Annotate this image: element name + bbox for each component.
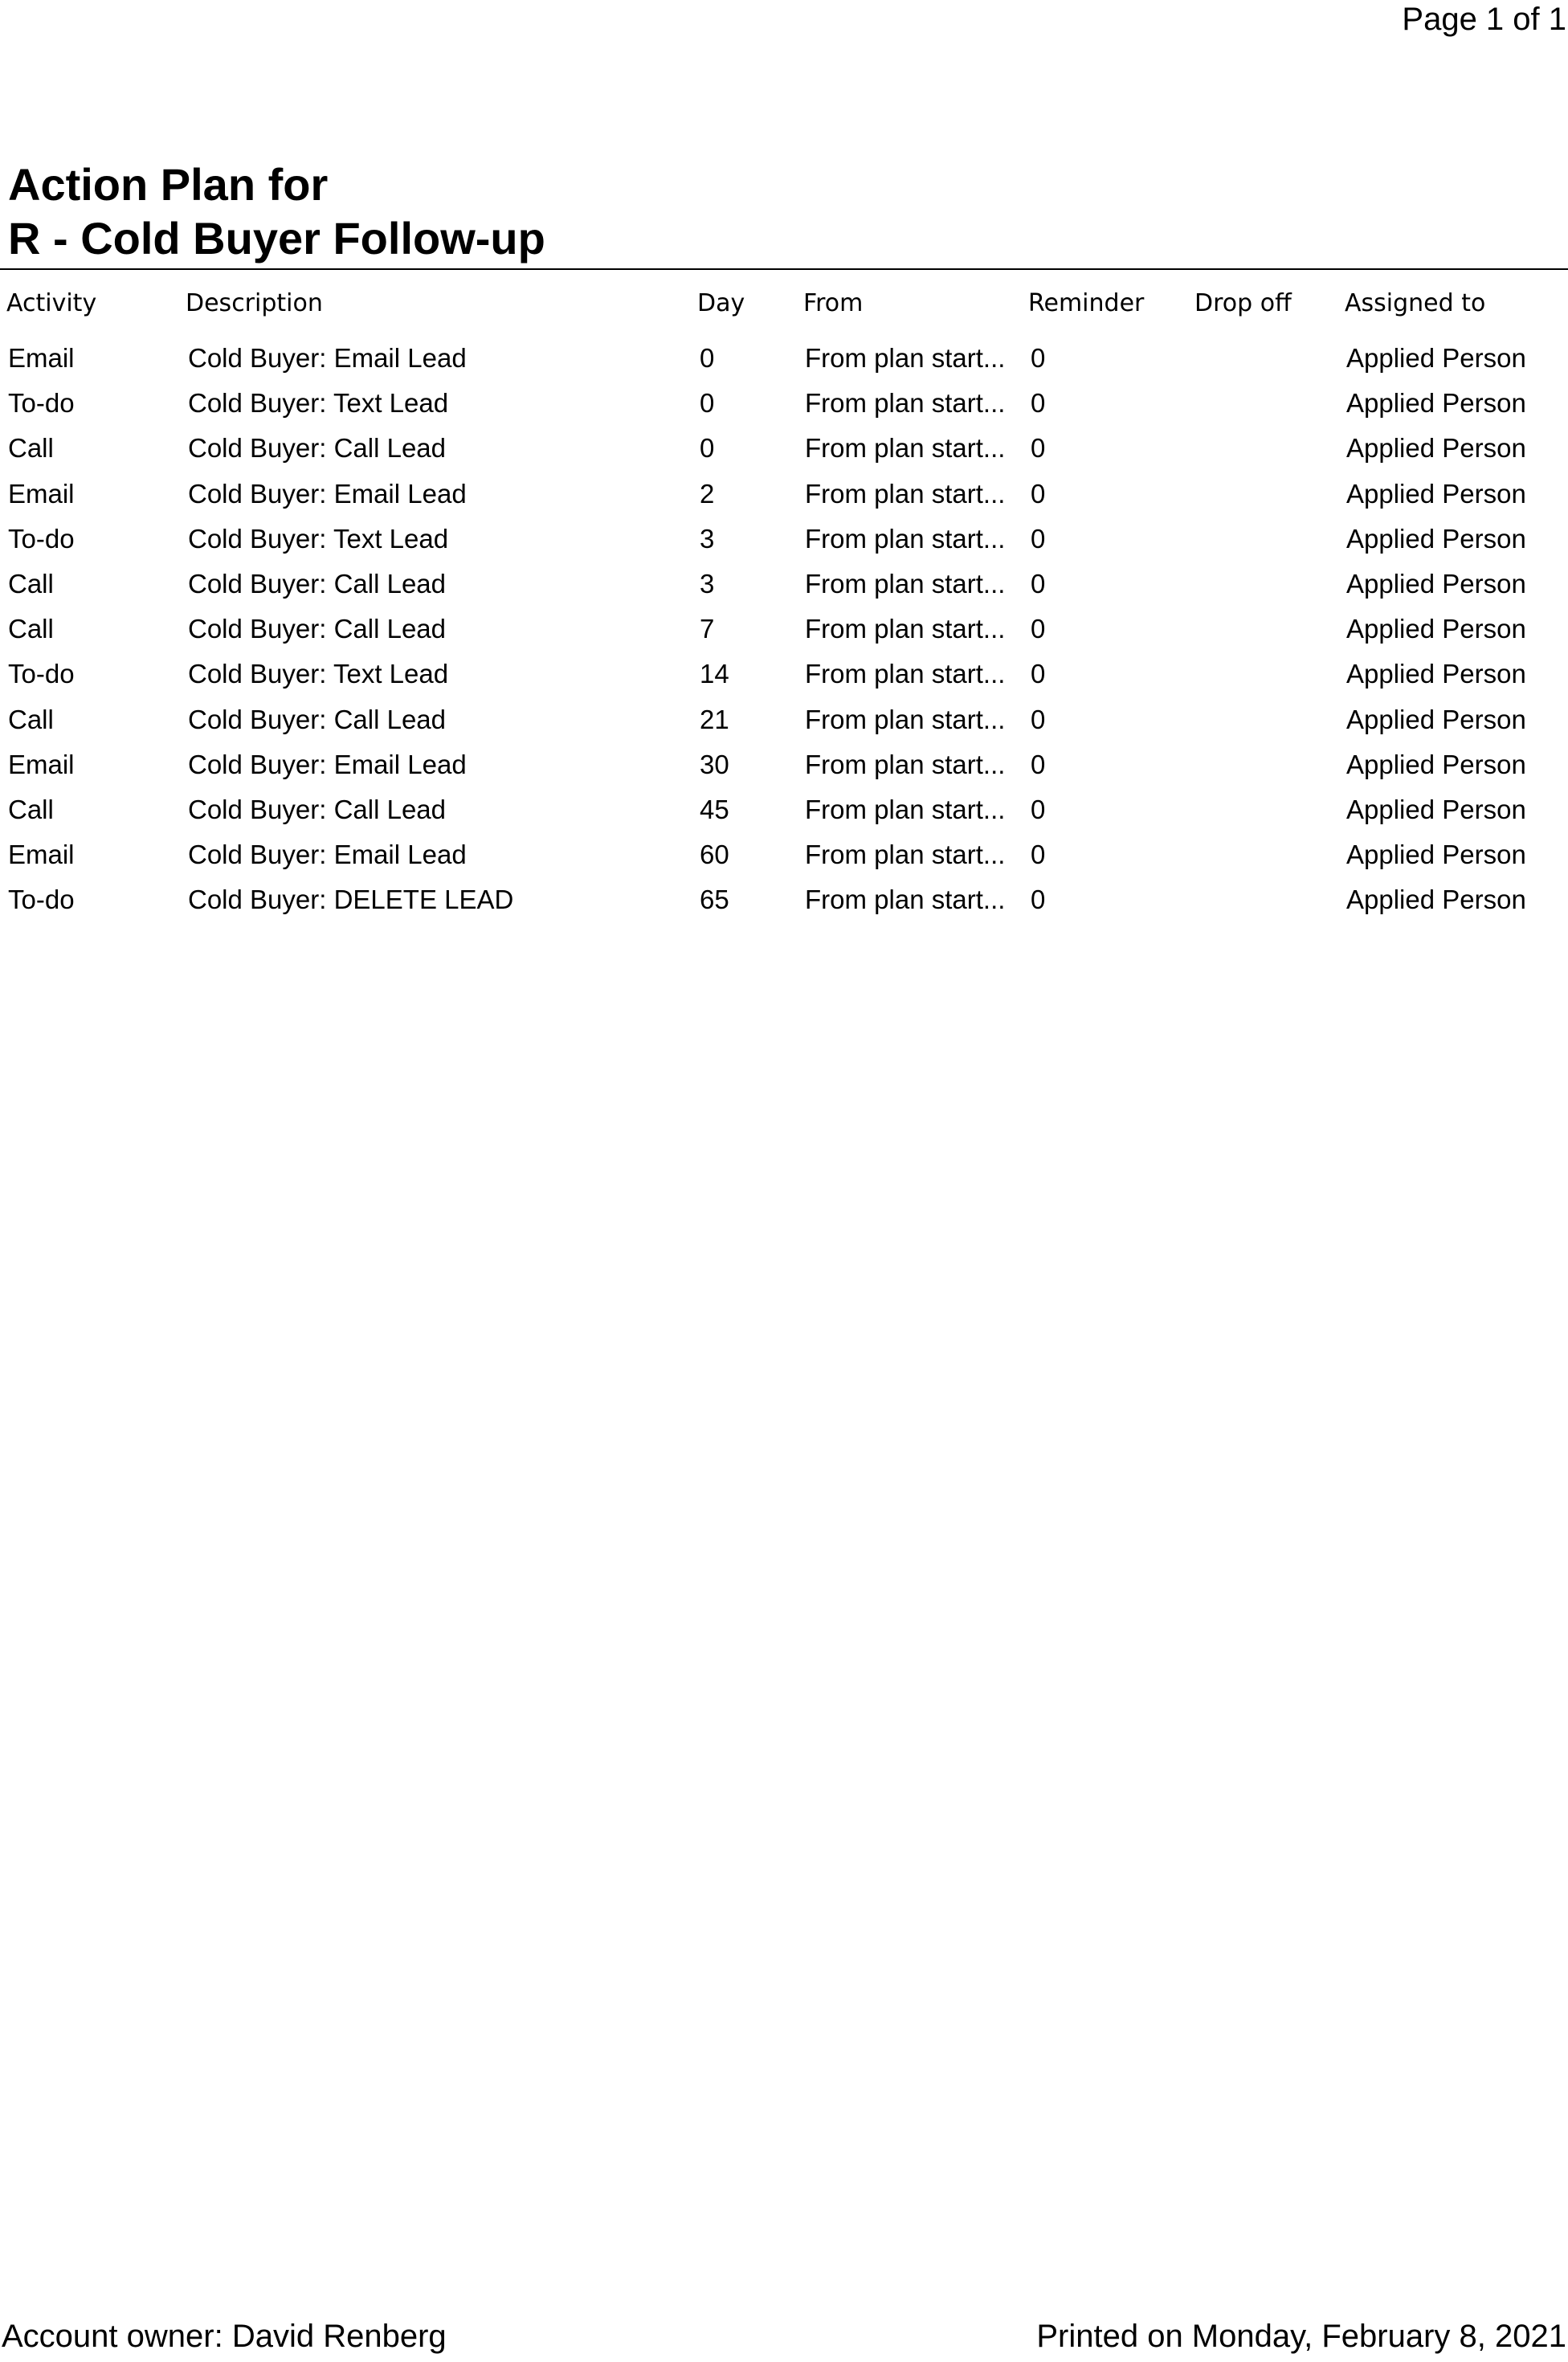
cell-activity: Email [8, 840, 75, 870]
table-row [0, 836, 1568, 881]
header-divider [0, 268, 1568, 270]
cell-day: 60 [700, 840, 729, 870]
table-row [0, 701, 1568, 746]
page-title [8, 157, 545, 265]
cell-activity: Email [8, 478, 75, 509]
cell-from: From plan start... [805, 749, 1006, 779]
printed-date: Printed on Monday, February 8, 2021 [1036, 2319, 1566, 2354]
cell-description: Cold Buyer: Call Lead [188, 614, 447, 644]
cell-activity: Call [8, 568, 54, 599]
cell-reminder: 0 [1031, 704, 1046, 734]
cell-assigned-to: Applied Person [1346, 704, 1526, 734]
cell-description: Cold Buyer: Email Lead [188, 478, 467, 509]
cell-activity: Email [8, 343, 75, 373]
title-line-2: R - Cold Buyer Follow-up [8, 213, 545, 264]
table-row [0, 610, 1568, 655]
cell-day: 65 [700, 885, 729, 915]
cell-day: 14 [700, 659, 729, 689]
cell-activity: To-do [8, 659, 75, 689]
cell-day: 0 [700, 433, 715, 464]
table-row [0, 384, 1568, 429]
column-header-drop-off: Drop off [1194, 289, 1292, 317]
cell-from: From plan start... [805, 659, 1006, 689]
cell-day: 3 [700, 523, 715, 554]
table-row [0, 339, 1568, 384]
cell-activity: Email [8, 749, 75, 779]
cell-activity: Call [8, 794, 54, 824]
cell-activity: Call [8, 433, 54, 464]
column-header-assigned-to: Assigned to [1345, 289, 1486, 317]
cell-day: 0 [700, 343, 715, 373]
cell-reminder: 0 [1031, 523, 1046, 554]
cell-description: Cold Buyer: DELETE LEAD [188, 885, 514, 915]
cell-assigned-to: Applied Person [1346, 523, 1526, 554]
cell-reminder: 0 [1031, 343, 1046, 373]
cell-from: From plan start... [805, 568, 1006, 599]
table-header [0, 286, 1568, 321]
cell-from: From plan start... [805, 478, 1006, 509]
cell-activity: To-do [8, 523, 75, 554]
cell-assigned-to: Applied Person [1346, 614, 1526, 644]
cell-from: From plan start... [805, 523, 1006, 554]
column-header-reminder: Reminder [1028, 289, 1145, 317]
cell-activity: To-do [8, 388, 75, 419]
cell-reminder: 0 [1031, 388, 1046, 419]
table-row [0, 475, 1568, 520]
cell-day: 0 [700, 388, 715, 419]
cell-activity: Call [8, 704, 54, 734]
cell-description: Cold Buyer: Call Lead [188, 704, 447, 734]
cell-from: From plan start... [805, 840, 1006, 870]
column-header-activity: Activity [6, 289, 97, 317]
cell-reminder: 0 [1031, 614, 1046, 644]
cell-activity: To-do [8, 885, 75, 915]
table-row [0, 746, 1568, 791]
cell-assigned-to: Applied Person [1346, 388, 1526, 419]
cell-day: 3 [700, 568, 715, 599]
cell-from: From plan start... [805, 885, 1006, 915]
cell-description: Cold Buyer: Call Lead [188, 433, 447, 464]
cell-description: Cold Buyer: Call Lead [188, 794, 447, 824]
cell-day: 30 [700, 749, 729, 779]
table-row [0, 791, 1568, 836]
cell-reminder: 0 [1031, 659, 1046, 689]
cell-reminder: 0 [1031, 433, 1046, 464]
cell-day: 2 [700, 478, 715, 509]
cell-activity: Call [8, 614, 54, 644]
cell-from: From plan start... [805, 614, 1006, 644]
cell-assigned-to: Applied Person [1346, 840, 1526, 870]
cell-assigned-to: Applied Person [1346, 885, 1526, 915]
cell-reminder: 0 [1031, 478, 1046, 509]
cell-assigned-to: Applied Person [1346, 659, 1526, 689]
cell-day: 45 [700, 794, 729, 824]
column-header-day: Day [697, 289, 745, 317]
table-row [0, 565, 1568, 610]
cell-reminder: 0 [1031, 885, 1046, 915]
cell-assigned-to: Applied Person [1346, 794, 1526, 824]
cell-from: From plan start... [805, 433, 1006, 464]
cell-assigned-to: Applied Person [1346, 749, 1526, 779]
cell-description: Cold Buyer: Email Lead [188, 343, 467, 373]
cell-description: Cold Buyer: Email Lead [188, 840, 467, 870]
cell-description: Cold Buyer: Call Lead [188, 568, 447, 599]
cell-from: From plan start... [805, 343, 1006, 373]
cell-from: From plan start... [805, 388, 1006, 419]
title-line-1: Action Plan for [8, 159, 329, 210]
cell-description: Cold Buyer: Text Lead [188, 659, 449, 689]
cell-description: Cold Buyer: Text Lead [188, 523, 449, 554]
cell-day: 21 [700, 704, 729, 734]
table-row [0, 881, 1568, 926]
cell-reminder: 0 [1031, 794, 1046, 824]
cell-description: Cold Buyer: Email Lead [188, 749, 467, 779]
cell-reminder: 0 [1031, 749, 1046, 779]
cell-reminder: 0 [1031, 568, 1046, 599]
table-row [0, 429, 1568, 474]
cell-reminder: 0 [1031, 840, 1046, 870]
column-header-from: From [803, 289, 864, 317]
cell-day: 7 [700, 614, 715, 644]
cell-assigned-to: Applied Person [1346, 343, 1526, 373]
account-owner: Account owner: David Renberg [2, 2319, 447, 2354]
table-row [0, 655, 1568, 700]
cell-from: From plan start... [805, 704, 1006, 734]
cell-assigned-to: Applied Person [1346, 478, 1526, 509]
action-table-body [0, 339, 1568, 926]
page-number: Page 1 of 1 [1402, 2, 1566, 37]
cell-from: From plan start... [805, 794, 1006, 824]
cell-assigned-to: Applied Person [1346, 568, 1526, 599]
cell-assigned-to: Applied Person [1346, 433, 1526, 464]
table-row [0, 520, 1568, 565]
column-header-description: Description [186, 289, 323, 317]
cell-description: Cold Buyer: Text Lead [188, 388, 449, 419]
